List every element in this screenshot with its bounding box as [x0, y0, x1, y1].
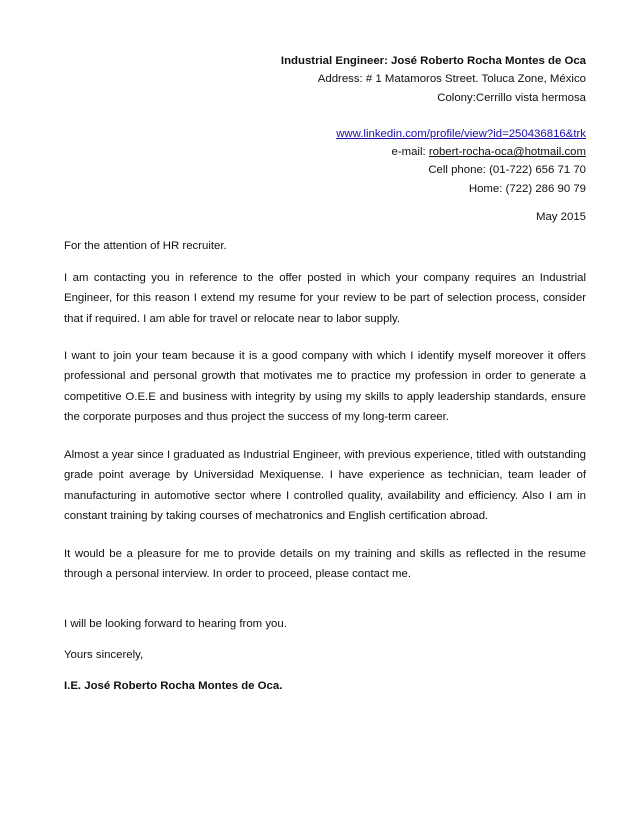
paragraph-1: I am contacting you in reference to the offer posted in which your company requires an Industrial Engineer, for this reason I extend my resume for your review to be part of selection process, consider that if required. I am able for travel or relocate near to labor supply. — [64, 272, 586, 325]
sender-header — [281, 52, 586, 198]
paragraph-2: I want to join your team because it is a good company with which I identify myself moreover it offers professional and personal growth that motivates me to practice my profession in order to generate a competitive O.E.E and business with integrity by using my skills to apply leadership standards, ensure the corporate purposes and thus project the success of my long-term career. — [64, 350, 586, 424]
signature: I.E. José Roberto Rocha Montes de Oca. — [64, 680, 283, 692]
linkedin-line — [281, 125, 586, 143]
valediction: Yours sincerely, — [64, 649, 144, 661]
letter-date: May 2015 — [535, 211, 586, 223]
email-line — [281, 143, 586, 161]
email-label: e-mail: — [391, 146, 429, 159]
linkedin-link[interactable]: www.linkedin.com/profile/view?id=250436816&trk — [336, 127, 586, 140]
home-phone: Home: (722) 286 90 79 — [468, 182, 586, 195]
header-spacer — [281, 107, 586, 125]
sender-address: Address: # 1 Matamoros Street. Toluca Zone, México — [317, 73, 586, 86]
paragraph-4: It would be a pleasure for me to provide details on my training and skills as reflected in the resume through a personal interview. In order to proceed, please contact me. — [64, 548, 586, 581]
sender-colony: Colony:Cerrillo vista hermosa — [437, 91, 586, 104]
sender-title: Industrial Engineer: José Roberto Rocha Montes de Oca — [280, 55, 586, 67]
closing-line: I will be looking forward to hearing from you. — [64, 618, 287, 630]
paragraph-3: Almost a year since I graduated as Industrial Engineer, with previous experience, titled with outstanding grade point average by Universidad Mexiquense. I have experience as technician, team leader of manufacturing in automotive sector where I controlled quality, availability and efficiency. Also I am in constant training by taking courses of mechatronics and English certification abroad. — [64, 449, 586, 523]
email-link[interactable]: robert-rocha-oca@hotmail.com — [428, 146, 586, 159]
cell-phone: Cell phone: (01-722) 656 71 70 — [428, 164, 586, 177]
salutation: For the attention of HR recruiter. — [64, 240, 227, 252]
